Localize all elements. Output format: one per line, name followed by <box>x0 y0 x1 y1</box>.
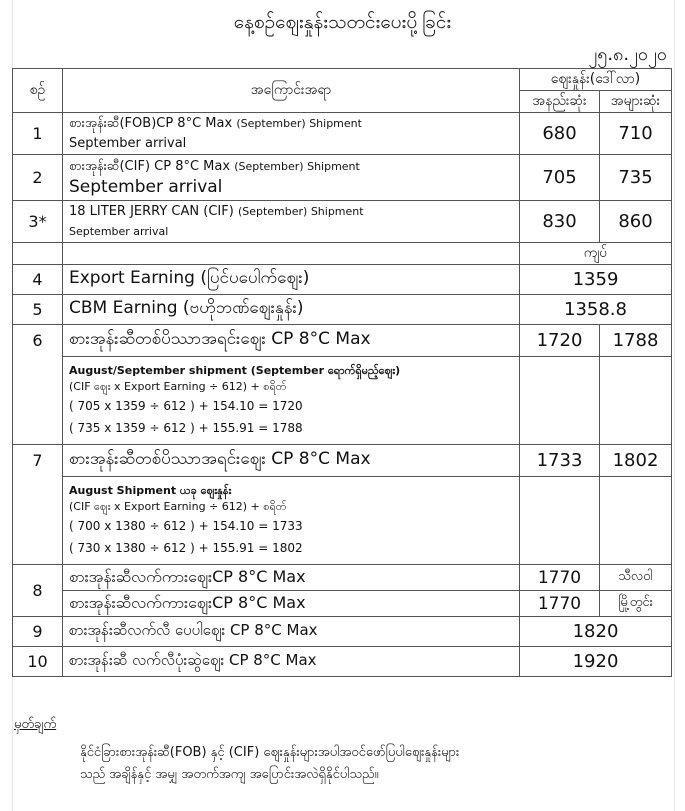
empty-cell <box>600 477 672 565</box>
remark-line: နိုင်ငံခြားစားအုန်းဆီ(FOB) နှင့် (CIF) ဈေးနှုန်းများအပါအဝင်ဖော်ပြပါဈေးနှုန်းများ <box>80 745 460 760</box>
table-row <box>13 155 672 201</box>
empty-cell <box>520 357 600 445</box>
row-max: 710 <box>600 113 672 155</box>
row-max: 1802 <box>600 445 672 477</box>
row-desc-shipment: (September) Shipment <box>236 116 362 130</box>
row-desc <box>63 155 520 201</box>
row-desc: စားအုန်းဆီလက်ကားဈေးCP 8°C Max <box>63 565 520 591</box>
remark-line: သည် အချိန်နှင့် အမျှ အတက်အကျ အပြောင်းအလဲရှိနိုင်ပါသည်။ <box>80 767 379 782</box>
table-row <box>13 201 672 243</box>
table-row <box>13 591 672 617</box>
row-max: 1788 <box>600 325 672 357</box>
row-no: 6 <box>13 325 63 445</box>
row-value: 1920 <box>520 647 672 677</box>
row-no: 7 <box>13 445 63 565</box>
table-row <box>13 647 672 677</box>
remark-text <box>80 742 640 786</box>
calc-row <box>13 477 672 565</box>
row-desc-line1: စားအုန်းဆီ(CIF) CP 8°C Max <box>69 158 231 174</box>
row-no: 3* <box>13 201 63 243</box>
page-title: နေ့စဉ်ဈေးနှုန်းသတင်းပေးပို့ခြင်း <box>233 11 452 33</box>
row-no: 9 <box>13 617 63 647</box>
row-min: 1770 <box>520 565 600 591</box>
row-desc: စားအုန်းဆီလက်လီ ပေပါဈေး CP 8°C Max <box>63 617 520 647</box>
row-desc-line1: 18 LITER JERRY CAN (CIF) <box>69 203 234 219</box>
row-desc: စားအုန်းဆီတစ်ပိဿာအရင်းဈေး CP 8°C Max <box>63 445 520 477</box>
remark-label: မှတ်ချက် <box>14 717 57 732</box>
empty-cell <box>63 243 520 265</box>
grid-line <box>674 0 675 811</box>
row-no: 10 <box>13 647 63 677</box>
table-row <box>13 617 672 647</box>
table-row <box>13 295 672 325</box>
unit-row <box>13 243 672 265</box>
row-desc: စားအုန်းဆီ လက်လီပုံးဆွဲဈေး CP 8°C Max <box>63 647 520 677</box>
table-row <box>13 445 672 477</box>
calc-block <box>63 357 520 445</box>
report-date: ၂၅.၈.၂၀၂၀ <box>588 44 667 65</box>
calc-note-title: August Shipment ယခု ဈေးနှုန်း <box>69 483 232 497</box>
header-no: စဉ် <box>13 69 63 113</box>
row-desc: စားအုန်းဆီလက်ကားဈေးCP 8°C Max <box>63 591 520 617</box>
row-max: 860 <box>600 201 672 243</box>
row-desc-line2: September arrival <box>69 224 169 238</box>
calc-row <box>13 357 672 445</box>
row-desc: Export Earning (ပြင်ပပေါက်ဈေး) <box>63 265 520 295</box>
calc-note-title: August/September shipment (September ရောက်ရှိမည့်ဈေး) <box>69 363 401 377</box>
row-min: 830 <box>520 201 600 243</box>
row-desc <box>63 201 520 243</box>
row-min: 1720 <box>520 325 600 357</box>
header-desc: အကြောင်းအရာ <box>63 69 520 113</box>
header-row <box>13 69 672 91</box>
row-no: 1 <box>13 113 63 155</box>
header-price: ဈေးနှုန်း(ဒေါ်လာ) <box>520 69 672 91</box>
row-min: 1733 <box>520 445 600 477</box>
row-max-location: သီလဝါ <box>600 565 672 591</box>
row-value: 1820 <box>520 617 672 647</box>
header-min: အနည်းဆုံး <box>520 91 600 113</box>
row-desc: စားအုန်းဆီတစ်ပိဿာအရင်းဈေး CP 8°C Max <box>63 325 520 357</box>
calc-line: ( 700 x 1380 ÷ 612 ) + 154.10 = 1733 <box>69 518 303 533</box>
price-table <box>12 68 672 677</box>
header-max: အများဆုံး <box>600 91 672 113</box>
table-row <box>13 325 672 357</box>
empty-cell <box>520 477 600 565</box>
row-min: 1770 <box>520 591 600 617</box>
row-no: 8 <box>13 565 63 617</box>
row-desc-line2: September arrival <box>69 135 187 151</box>
row-desc: CBM Earning (ဗဟိုဘဏ်ဈေးနှုန်း) <box>63 295 520 325</box>
row-min: 705 <box>520 155 600 201</box>
calc-block <box>63 477 520 565</box>
row-desc-shipment: (September) Shipment <box>234 159 360 173</box>
row-min: 680 <box>520 113 600 155</box>
unit-label: ကျပ် <box>520 243 672 265</box>
row-value: 1359 <box>520 265 672 295</box>
row-max: 735 <box>600 155 672 201</box>
calc-line: ( 730 x 1380 ÷ 612 ) + 155.91 = 1802 <box>69 540 303 555</box>
calc-formula: (CIF ဈေး x Export Earning ÷ 612) + စရိတ် <box>69 499 287 513</box>
row-desc <box>63 113 520 155</box>
row-desc-line1: စားအုန်းဆီ(FOB)CP 8°C Max <box>69 115 233 131</box>
table-row <box>13 265 672 295</box>
row-no: 5 <box>13 295 63 325</box>
calc-formula: (CIF ဈေး x Export Earning ÷ 612) + စရိတ် <box>69 379 287 393</box>
row-desc-shipment: (September) Shipment <box>237 204 364 218</box>
row-desc-line2: September arrival <box>69 176 223 197</box>
row-max-location: မြို့တွင်း <box>600 591 672 617</box>
table-row <box>13 113 672 155</box>
calc-line: ( 735 x 1359 ÷ 612 ) + 155.91 = 1788 <box>69 420 303 435</box>
table-row <box>13 565 672 591</box>
row-value: 1358.8 <box>520 295 672 325</box>
empty-cell <box>13 243 63 265</box>
calc-line: ( 705 x 1359 ÷ 612 ) + 154.10 = 1720 <box>69 398 303 413</box>
row-no: 4 <box>13 265 63 295</box>
row-no: 2 <box>13 155 63 201</box>
empty-cell <box>600 357 672 445</box>
